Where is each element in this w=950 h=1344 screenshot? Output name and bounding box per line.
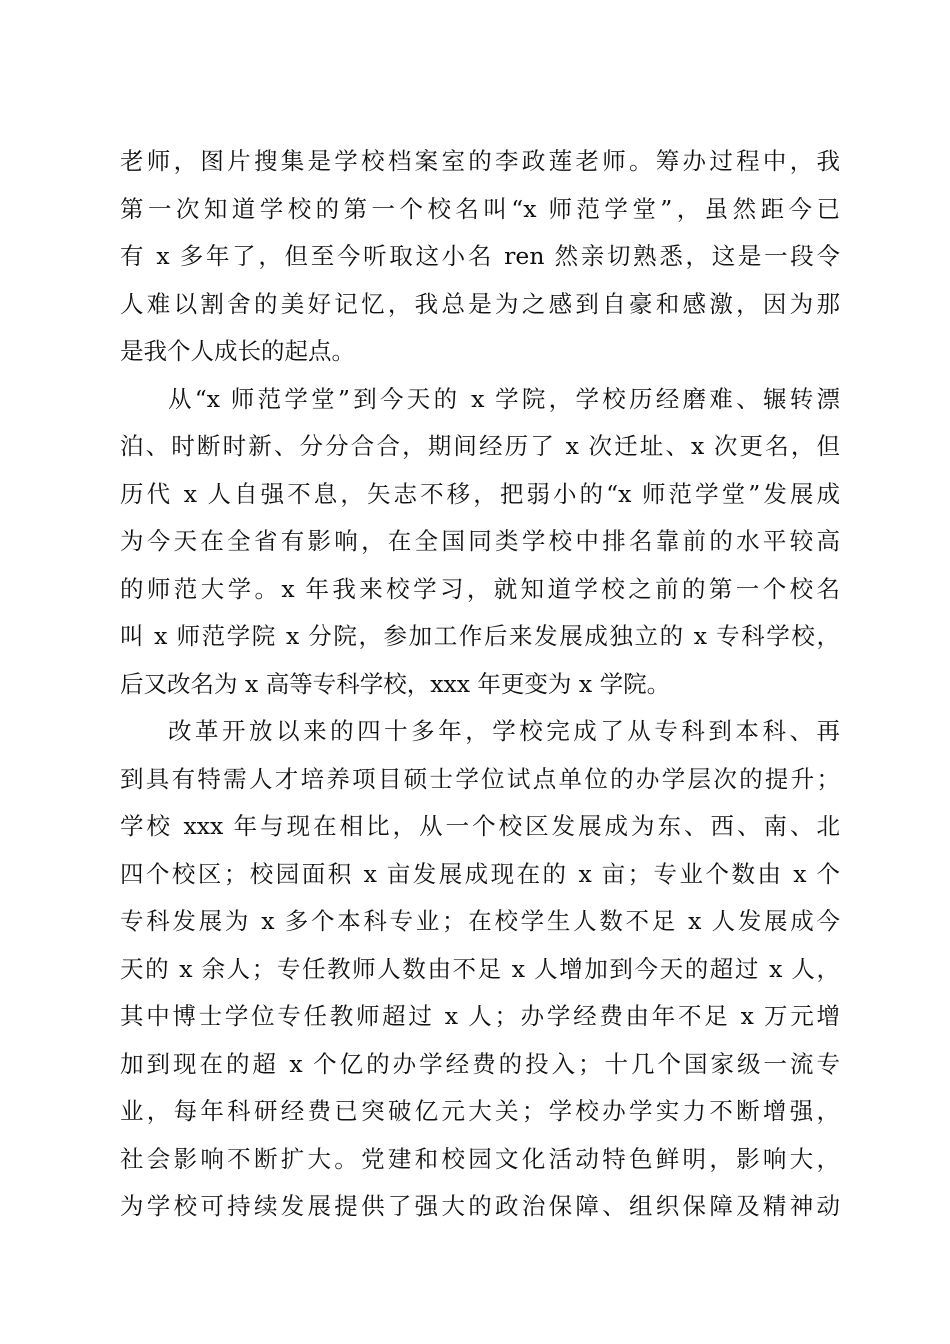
paragraph-1-line-1: 老师，图片搜集是学校档案室的李政莲老师。筹办过程中，我: [120, 147, 840, 175]
body-text: [120, 138, 840, 1231]
paragraph-1-line-3: 有 x 多年了，但至今听取这小名 ren 然亲切熟悉，这是一段令: [120, 242, 840, 270]
paragraph-3-line-6: 天的 x 余人；专任教师人数由不足 x 人增加到今天的超过 x 人，: [120, 954, 840, 983]
paragraph-3-line-4: 四个校区；校园面积 x 亩发展成现在的 x 亩；专业个数由 x 个: [120, 859, 840, 888]
paragraph-2-line-4: 为今天在全省有影响，在全国同类学校中排名靠前的水平较高: [120, 527, 840, 555]
paragraph-3-line-9: 业，每年科研经费已突破亿元大关；学校办学实力不断增强，: [120, 1097, 840, 1125]
paragraph-1-line-5: 是我个人成长的起点。: [120, 337, 355, 365]
paragraph-3-line-2: 到具有特需人才培养项目硕士学位试点单位的办学层次的提升；: [120, 764, 840, 793]
paragraph-2-line-1: 从“x 师范学堂”到今天的 x 学院，学校历经磨难、辗转漂: [168, 384, 840, 413]
paragraph-2-line-7: 后又改名为 x 高等专科学校，xxx 年更变为 x 学院。: [120, 669, 671, 698]
paragraph-3-line-7: 其中博士学位专任教师超过 x 人；办学经费由年不足 x 万元增: [120, 1002, 840, 1030]
paragraph-1-line-4: 人难以割舍的美好记忆，我总是为之感到自豪和感激，因为那: [120, 289, 840, 318]
paragraph-2-line-3: 历代 x 人自强不息，矢志不移，把弱小的“x 师范学堂”发展成: [120, 479, 840, 508]
paragraph-2-line-2: 泊、时断时新、分分合合，期间经历了 x 次迁址、x 次更名，但: [120, 432, 840, 460]
paragraph-2-line-5: 的师范大学。x 年我来校学习，就知道学校之前的第一个校名: [120, 574, 840, 603]
paragraph-2-line-6: 叫 x 师范学院 x 分院，参加工作后来发展成独立的 x 专科学校，: [120, 622, 840, 650]
paragraph-3-line-1: 改革开放以来的四十多年，学校完成了从专科到本科、再: [168, 717, 840, 745]
paragraph-3-line-11: 为学校可持续发展提供了强大的政治保障、组织保障及精神动: [120, 1192, 840, 1220]
paragraph-1-line-2: 第一次知道学校的第一个校名叫“x 师范学堂”，虽然距今已: [120, 194, 840, 223]
paragraph-3-line-3: 学校 xxx 年与现在相比，从一个校区发展成为东、西、南、北: [120, 812, 840, 840]
paragraph-3-line-8: 加到现在的超 x 个亿的办学经费的投入；十几个国家级一流专: [120, 1049, 840, 1078]
paragraph-3-line-5: 专科发展为 x 多个本科专业；在校学生人数不足 x 人发展成今: [120, 907, 840, 935]
paragraph-3-line-10: 社会影响不断扩大。党建和校园文化活动特色鲜明，影响大，: [120, 1144, 840, 1173]
